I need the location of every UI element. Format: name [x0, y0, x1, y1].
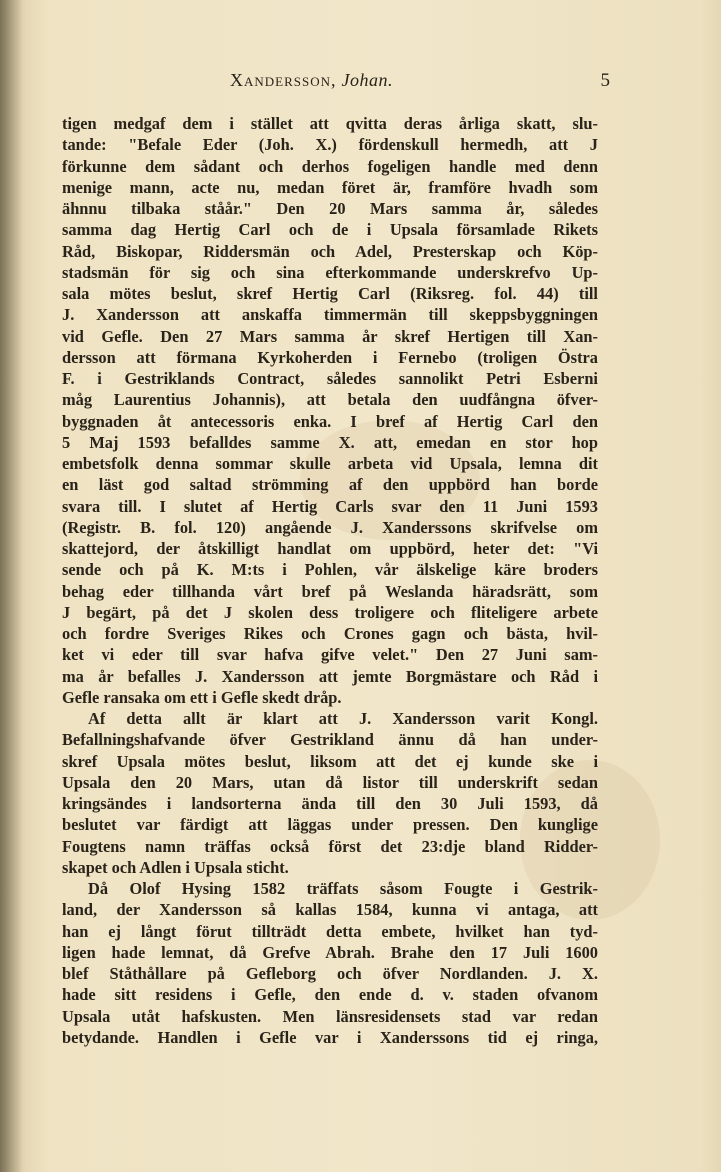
text-line: embetsfolk denna sommar skulle arbeta vid Upsala, lemna dit: [62, 454, 598, 473]
text-line: Upsala utåt hafskusten. Men länsresidensets stad var redan: [62, 1006, 598, 1026]
text-line: vid Gefle. Den 27 Mars samma år skref Hertigen till Xan-: [62, 326, 598, 346]
text-line: stadsmän för sig och sina efterkommande underskrefvo Up-: [62, 262, 598, 282]
text-line: betydande. Handlen i Gefle var i Xanderssons tid ej ringa,: [62, 1027, 598, 1047]
text-line: ket vi eder till svar hafva gifve velet." Den 27 Juni sam-: [62, 645, 598, 665]
text-line: tande: "Befale Eder (Joh. X.) fördenskull hermedh, att J: [62, 135, 598, 155]
text-line: Fougtens namn träffas också först det 23:dje bland Ridder-: [62, 836, 598, 856]
text-line: dersson att förmana Kyrkoherden i Fernebo (troligen Östra: [62, 347, 598, 367]
page-header: [100, 70, 610, 96]
text-line: beslutet var färdigt att läggas under pressen. Den kunglige: [62, 815, 598, 835]
text-line: ähnnu tilbaka ståår." Den 20 Mars samma år, således: [62, 199, 598, 218]
text-line: menige mann, acte nu, medan föret är, framföre hvadh som: [62, 177, 598, 197]
text-line: byggnaden åt antecessoris enka. I bref af Hertig Carl den: [62, 411, 598, 431]
text-line: Råd, Biskopar, Riddersmän och Adel, Presterskap och Köp-: [62, 241, 598, 261]
text-line: F. i Gestriklands Contract, således sannolikt Petri Esberni: [62, 369, 598, 388]
text-line: samma dag Hertig Carl och de i Upsala församlade Rikets: [62, 220, 598, 240]
running-head-name: Xandersson,: [230, 70, 337, 90]
text-line: sala mötes beslut, skref Hertig Carl (Riksreg. fol. 44) till: [62, 284, 598, 303]
text-line: (Registr. B. fol. 120) angående J. Xanderssons skrifvelse om: [62, 517, 598, 537]
text-line: svara till. I slutet af Hertig Carls svar den 11 Juni 1593: [62, 496, 598, 516]
text-line: J begärt, på det J skolen dess troligere och fliteligere arbete: [62, 602, 598, 622]
text-line-paragraph-start: Af detta allt är klart att J. Xandersson varit Kongl.: [88, 709, 598, 728]
text-line-paragraph-start: Då Olof Hysing 1582 träffats såsom Fougte i Gestrik-: [88, 879, 598, 898]
text-line: och fordre Sveriges Rikes och Crones gagn och bästa, hvil-: [62, 624, 598, 643]
text-line: skref Upsala mötes beslut, liksom att det ej kunde ske i: [62, 751, 598, 771]
text-line: han ej långt förut tillträdt detta embete, hvilket han tyd-: [62, 921, 598, 941]
running-head: [230, 70, 393, 91]
text-line: J. Xandersson att anskaffa timmermän till skeppsbyggningen: [62, 305, 598, 325]
text-line: förkunne dem sådant och derhos fogeligen handle med denn: [62, 156, 598, 176]
text-line: Befallningshafvande öfver Gestrikland ännu då han under-: [62, 730, 598, 750]
text-line: Gefle ransaka om ett i Gefle skedt dråp.: [62, 687, 342, 707]
text-line: sende och på K. M:ts i Pohlen, vår älskelige käre broders: [62, 560, 598, 580]
text-line: land, der Xandersson så kallas 1584, kunna vi antaga, att: [62, 900, 598, 920]
running-head-given-name: Johan.: [341, 70, 394, 90]
page-number: 5: [600, 70, 610, 91]
text-line: ligen hade lemnat, då Grefve Abrah. Brahe den 17 Juli 1600: [62, 942, 598, 962]
text-line: hade sitt residens i Gefle, den ende d. v. staden ofvanom: [62, 985, 598, 1005]
spine-shadow: [0, 0, 22, 1172]
text-line: blef Ståthållare på Gefleborg och öfver Nordlanden. J. X.: [62, 964, 598, 983]
text-line: tigen medgaf dem i stället att qvitta deras årliga skatt, slu-: [62, 114, 598, 133]
text-line: måg Laurentius Johannis), att betala den uudfångna öfver-: [62, 390, 598, 410]
text-line: en läst god saltad strömming af den uppbörd han borde: [62, 475, 598, 495]
text-line: skapet och Adlen i Upsala sticht.: [62, 857, 289, 877]
text-line: behag eder tillhanda vårt bref på Weslanda häradsrätt, som: [62, 581, 598, 601]
text-line: ma år befalles J. Xandersson att jemte Borgmästare och Råd i: [62, 666, 598, 686]
text-line: 5 Maj 1593 befalldes samme X. att, emedan en stor hop: [62, 432, 598, 452]
text-line: kringsändes i landsorterna ända till den 30 Juli 1593, då: [62, 794, 598, 813]
body-text: [62, 113, 598, 1048]
text-line: Upsala den 20 Mars, utan då listor till underskrift sedan: [62, 772, 598, 792]
text-line: skattejord, der åtskilligt handlat om uppbörd, heter det: "Vi: [62, 539, 598, 558]
